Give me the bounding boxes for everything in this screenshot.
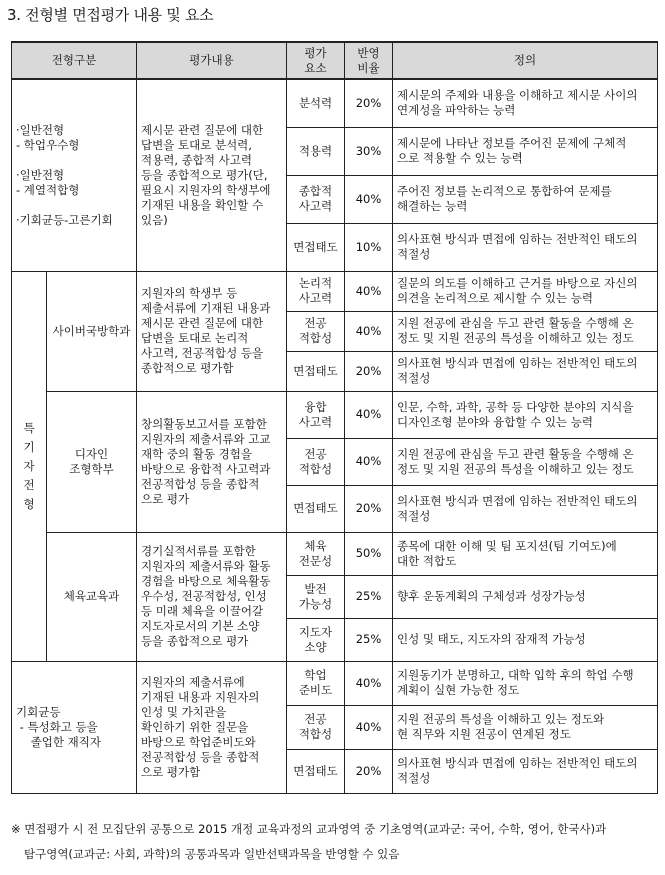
ratio-cell: 10%: [345, 223, 393, 271]
ratio-cell: 25%: [345, 575, 393, 618]
definition-cell: 종목에 대한 이해 및 팀 포지션(팀 기여도)에 대한 적합도: [393, 532, 658, 575]
element-cell: 면접태도: [287, 351, 345, 391]
footnote-line-1: ※ 면접평가 시 전 모집단위 공통으로 2015 개정 교육과정의 교과영역 중 기초영역(교과군: 국어, 수학, 영어, 한국사)과: [11, 822, 607, 836]
category-general: ·일반전형 - 학업우수형 ·일반전형 - 계열적합형 ·기회균등-고른기회: [12, 79, 137, 271]
definition-cell: 의사표현 방식과 면접에 임하는 전반적인 태도의 적절성: [393, 485, 658, 532]
definition-cell: 인성 및 태도, 지도자의 잠재적 가능성: [393, 618, 658, 661]
evaluation-content: 지원자의 제출서류에 기재된 내용과 지원자의 인성 및 가치관을 확인하기 위한 질문을 바탕으로 학업준비도와 전공적합성 등을 종합적 으로 평가함: [137, 661, 287, 793]
definition-cell: 주어진 정보를 논리적으로 통합하여 문제를 해결하는 능력: [393, 175, 658, 223]
category-equal-opportunity: 기회균등 - 특성화고 등을 졸업한 재직자: [12, 661, 137, 793]
definition-cell: 인문, 수학, 과학, 공학 등 다양한 분야의 지식을 디자인조형 분야와 융합할 수 있는 능력: [393, 391, 658, 438]
element-cell: 체육 전문성: [287, 532, 345, 575]
element-cell: 융합 사고력: [287, 391, 345, 438]
ratio-cell: 40%: [345, 311, 393, 351]
table-row: [12, 391, 658, 438]
element-cell: 발전 가능성: [287, 575, 345, 618]
element-cell: 종합적 사고력: [287, 175, 345, 223]
ratio-cell: 20%: [345, 749, 393, 793]
evaluation-content: 창의활동보고서를 포함한 지원자의 제출서류와 고교 재학 중의 활동 경험을 바탕으로 융합적 사고력과 전공적합성 등을 종합적 으로 평가: [137, 391, 287, 532]
definition-cell: 향후 운동계획의 구체성과 성장가능성: [393, 575, 658, 618]
definition-cell: 지원동기가 분명하고, 대학 입학 후의 학업 수행 계획이 실현 가능한 정도: [393, 661, 658, 705]
table-header-row: [12, 42, 658, 79]
ratio-cell: 50%: [345, 532, 393, 575]
category-special: 특 기 자 전 형: [12, 271, 47, 661]
footnote-line-2: 탐구영역(교과군: 사회, 과학)의 공통과목과 일반선택과목을 반영할 수 있음: [24, 847, 400, 861]
element-cell: 지도자 소양: [287, 618, 345, 661]
ratio-cell: 20%: [345, 79, 393, 127]
element-cell: 면접태도: [287, 749, 345, 793]
table-row: [12, 661, 658, 705]
ratio-cell: 20%: [345, 351, 393, 391]
ratio-cell: 20%: [345, 485, 393, 532]
definition-cell: 의사표현 방식과 면접에 임하는 전반적인 태도의 적절성: [393, 351, 658, 391]
evaluation-content: 제시문 관련 질문에 대한 답변을 토대로 분석력, 적용력, 종합적 사고력 등을 종합적으로 평가(단, 필요시 지원자의 학생부에 기재된 내용을 확인할 수 있음): [137, 79, 287, 271]
header-content: 평가내용: [137, 42, 287, 79]
table-row: [12, 271, 658, 311]
dept-name: 사이버국방학과: [47, 271, 137, 391]
ratio-cell: 25%: [345, 618, 393, 661]
evaluation-content: 경기실적서류를 포함한 지원자의 제출서류와 활동 경험을 바탕으로 체육활동 우수성, 전공적합성, 인성 등 미래 체육을 이끌어갈 지도자로서의 기본 소양 등을 종합적으로 평가: [137, 532, 287, 661]
header-category: 전형구분: [12, 42, 137, 79]
ratio-cell: 40%: [345, 705, 393, 749]
element-cell: 면접태도: [287, 223, 345, 271]
definition-cell: 제시문에 나타난 정보를 주어진 문제에 구체적 으로 적용할 수 있는 능력: [393, 127, 658, 175]
dept-name: 디자인 조형학부: [47, 391, 137, 532]
definition-cell: 의사표현 방식과 면접에 임하는 전반적인 태도의 적절성: [393, 223, 658, 271]
evaluation-content: 지원자의 학생부 등 제출서류에 기재된 내용과 제시문 관련 질문에 대한 답변을 토대로 논리적 사고력, 전공적합성 등을 종합적으로 평가함: [137, 271, 287, 391]
element-cell: 전공 적합성: [287, 438, 345, 485]
element-cell: 면접태도: [287, 485, 345, 532]
header-element: 평가 요소: [287, 42, 345, 79]
element-cell: 전공 적합성: [287, 311, 345, 351]
element-cell: 적용력: [287, 127, 345, 175]
definition-cell: 질문의 의도를 이해하고 근거를 바탕으로 자신의 의견을 논리적으로 제시할 수 있는 능력: [393, 271, 658, 311]
element-cell: 학업 준비도: [287, 661, 345, 705]
element-cell: 분석력: [287, 79, 345, 127]
ratio-cell: 40%: [345, 661, 393, 705]
definition-cell: 지원 전공에 관심을 두고 관련 활동을 수행해 온 정도 및 지원 전공의 특성을 이해하고 있는 정도: [393, 311, 658, 351]
ratio-cell: 30%: [345, 127, 393, 175]
ratio-cell: 40%: [345, 438, 393, 485]
definition-cell: 지원 전공에 관심을 두고 관련 활동을 수행해 온 정도 및 지원 전공의 특성을 이해하고 있는 정도: [393, 438, 658, 485]
section-heading: 3. 전형별 면접평가 내용 및 요소: [7, 6, 214, 24]
interview-evaluation-table: [11, 41, 658, 794]
definition-cell: 지원 전공의 특성을 이해하고 있는 정도와 현 직무와 지원 전공이 연계된 정도: [393, 705, 658, 749]
table-row: [12, 79, 658, 127]
header-ratio: 반영 비율: [345, 42, 393, 79]
dept-name: 체육교육과: [47, 532, 137, 661]
ratio-cell: 40%: [345, 175, 393, 223]
table-row: [12, 532, 658, 575]
element-cell: 논리적 사고력: [287, 271, 345, 311]
element-cell: 전공 적합성: [287, 705, 345, 749]
ratio-cell: 40%: [345, 391, 393, 438]
definition-cell: 제시문의 주제와 내용을 이해하고 제시문 사이의 연계성을 파악하는 능력: [393, 79, 658, 127]
header-definition: 정의: [393, 42, 658, 79]
definition-cell: 의사표현 방식과 면접에 임하는 전반적인 태도의 적절성: [393, 749, 658, 793]
ratio-cell: 40%: [345, 271, 393, 311]
